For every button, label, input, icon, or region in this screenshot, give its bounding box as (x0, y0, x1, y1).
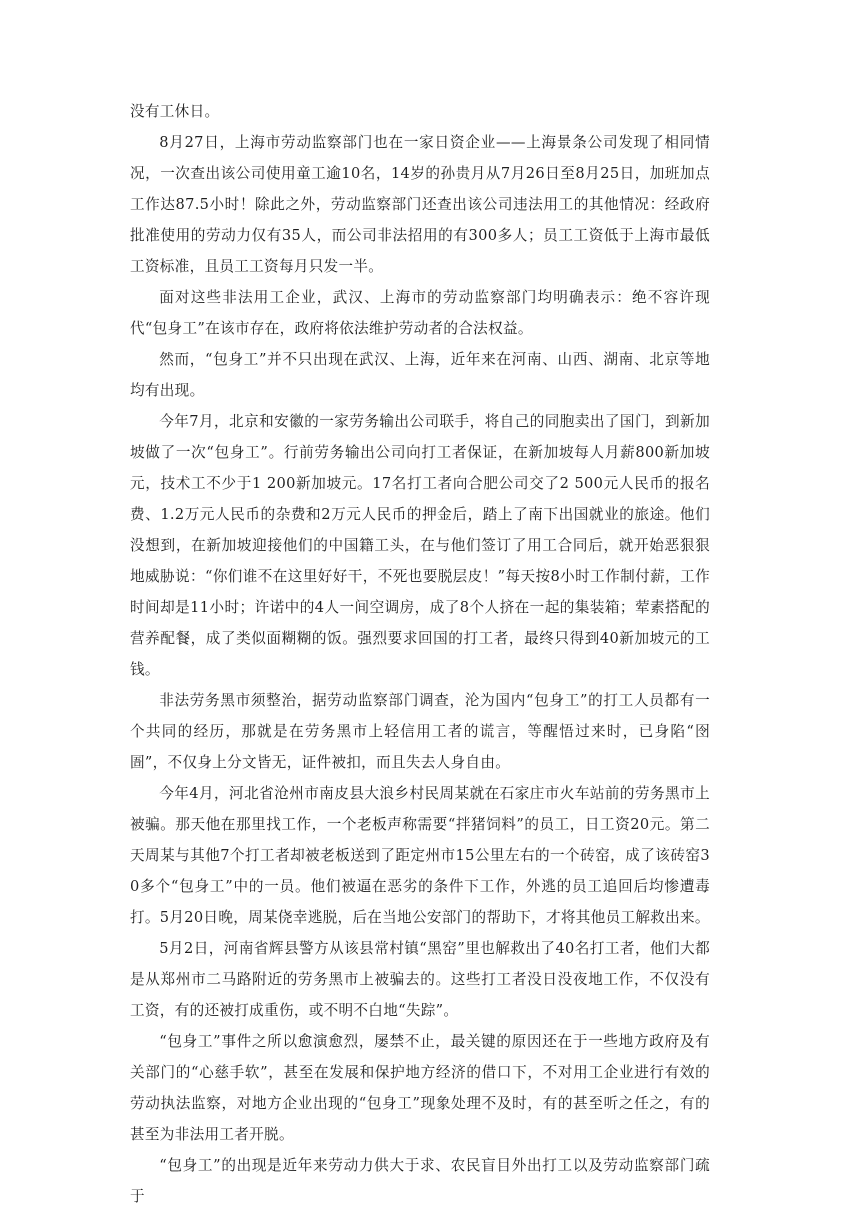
paragraph-shanghai-jingtiao: 8月27日，上海市劳动监察部门也在一家日资企业——上海景条公司发现了相同情况，一次查出该公司使用童工逾10名，14岁的孙贵月从7月26日至8月25日，加班加点工作达87.5小时！除此之外，劳动监察部门还查出该公司违法用工的其他情况：经政府批准使用的劳动力仅有35人，而公司非法招用的有300多人；员工工资低于上海市最低工资标准，且员工工资每月只发一半。 (130, 134, 710, 275)
paragraph-labor-supervision-statement: 面对这些非法用工企业，武汉、上海市的劳动监察部门均明确表示：绝不容许现代“包身工”在该市存在，政府将依法维护劳动者的合法权益。 (130, 289, 710, 337)
paragraph-other-regions: 然而，“包身工”并不只出现在武汉、上海，近年来在河南、山西、湖南、北京等地均有出现。 (130, 351, 710, 399)
paragraph-conclusion-start: “包身工”的出现是近年来劳动力供大于求、农民盲目外出打工以及劳动监察部门疏于 (130, 1157, 710, 1205)
paragraph-black-market: 非法劳务黑市须整治，据劳动监察部门调查，沦为国内“包身工”的打工人员都有一个共同的经历，那就是在劳务黑市上轻信用工者的谎言，等醒悟过来时，已身陷“囹圄”，不仅身上分文皆无，证件被扣，而且失去人身自由。 (130, 692, 710, 771)
paragraph-hebei-case: 今年4月，河北省沧州市南皮县大浪乡村民周某就在石家庄市火车站前的劳务黑市上被骗。那天他在那里找工作，一个老板声称需要“拌猪饲料”的员工，日工资20元。第二天周某与其他7个打工者却被老板送到了距定州市15公里左右的一个砖窑，成了该砖窑30多个“包身工”中的一员。他们被逼在恶劣的条件下工作，外逃的员工追回后均惨遭毒打。5月20日晚，周某侥幸逃脱，后在当地公安部门的帮助下，才将其他员工解救出来。 (130, 785, 710, 926)
paragraph-continuation: 没有工休日。 (130, 103, 220, 120)
paragraph-root-cause: “包身工”事件之所以愈演愈烈，屡禁不止，最关键的原因还在于一些地方政府及有关部门的“心慈手软”，甚至在发展和保护地方经济的借口下，不对用工企业进行有效的劳动执法监察，对地方企业出现的“包身工”现象处理不及时，有的甚至听之任之，有的甚至为非法用工者开脱。 (130, 1033, 710, 1143)
paragraph-singapore-case: 今年7月，北京和安徽的一家劳务输出公司联手，将自己的同胞卖出了国门，到新加坡做了一次“包身工”。行前劳务输出公司向打工者保证，在新加坡每人月薪800新加坡元，技术工不少于1 200新加坡元。17名打工者向合肥公司交了2 500元人民币的报名费、1.2万元人民币的杂费和2万元人民币的押金后，踏上了南下出国就业的旅途。他们没想到，在新加坡迎接他们的中国籍工头，在与他们签订了用工合同后，就开始恶狠狠地威胁说：“你们谁不在这里好好干，不死也要脱层皮！”每天按8小时工作制付薪，工作时间却是11小时；许诺中的4人一间空调房，成了8个人挤在一起的集装箱；荤素搭配的营养配餐，成了类似面糊糊的饭。强烈要求回国的打工者，最终只得到40新加坡元的工钱。 (130, 413, 710, 678)
article-body (130, 96, 710, 1212)
paragraph-henan-case: 5月2日，河南省辉县警方从该县常村镇“黑窑”里也解救出了40名打工者，他们大都是从郑州市二马路附近的劳务黑市上被骗去的。这些打工者没日没夜地工作，不仅没有工资，有的还被打成重伤，或不明不白地“失踪”。 (130, 940, 710, 1019)
